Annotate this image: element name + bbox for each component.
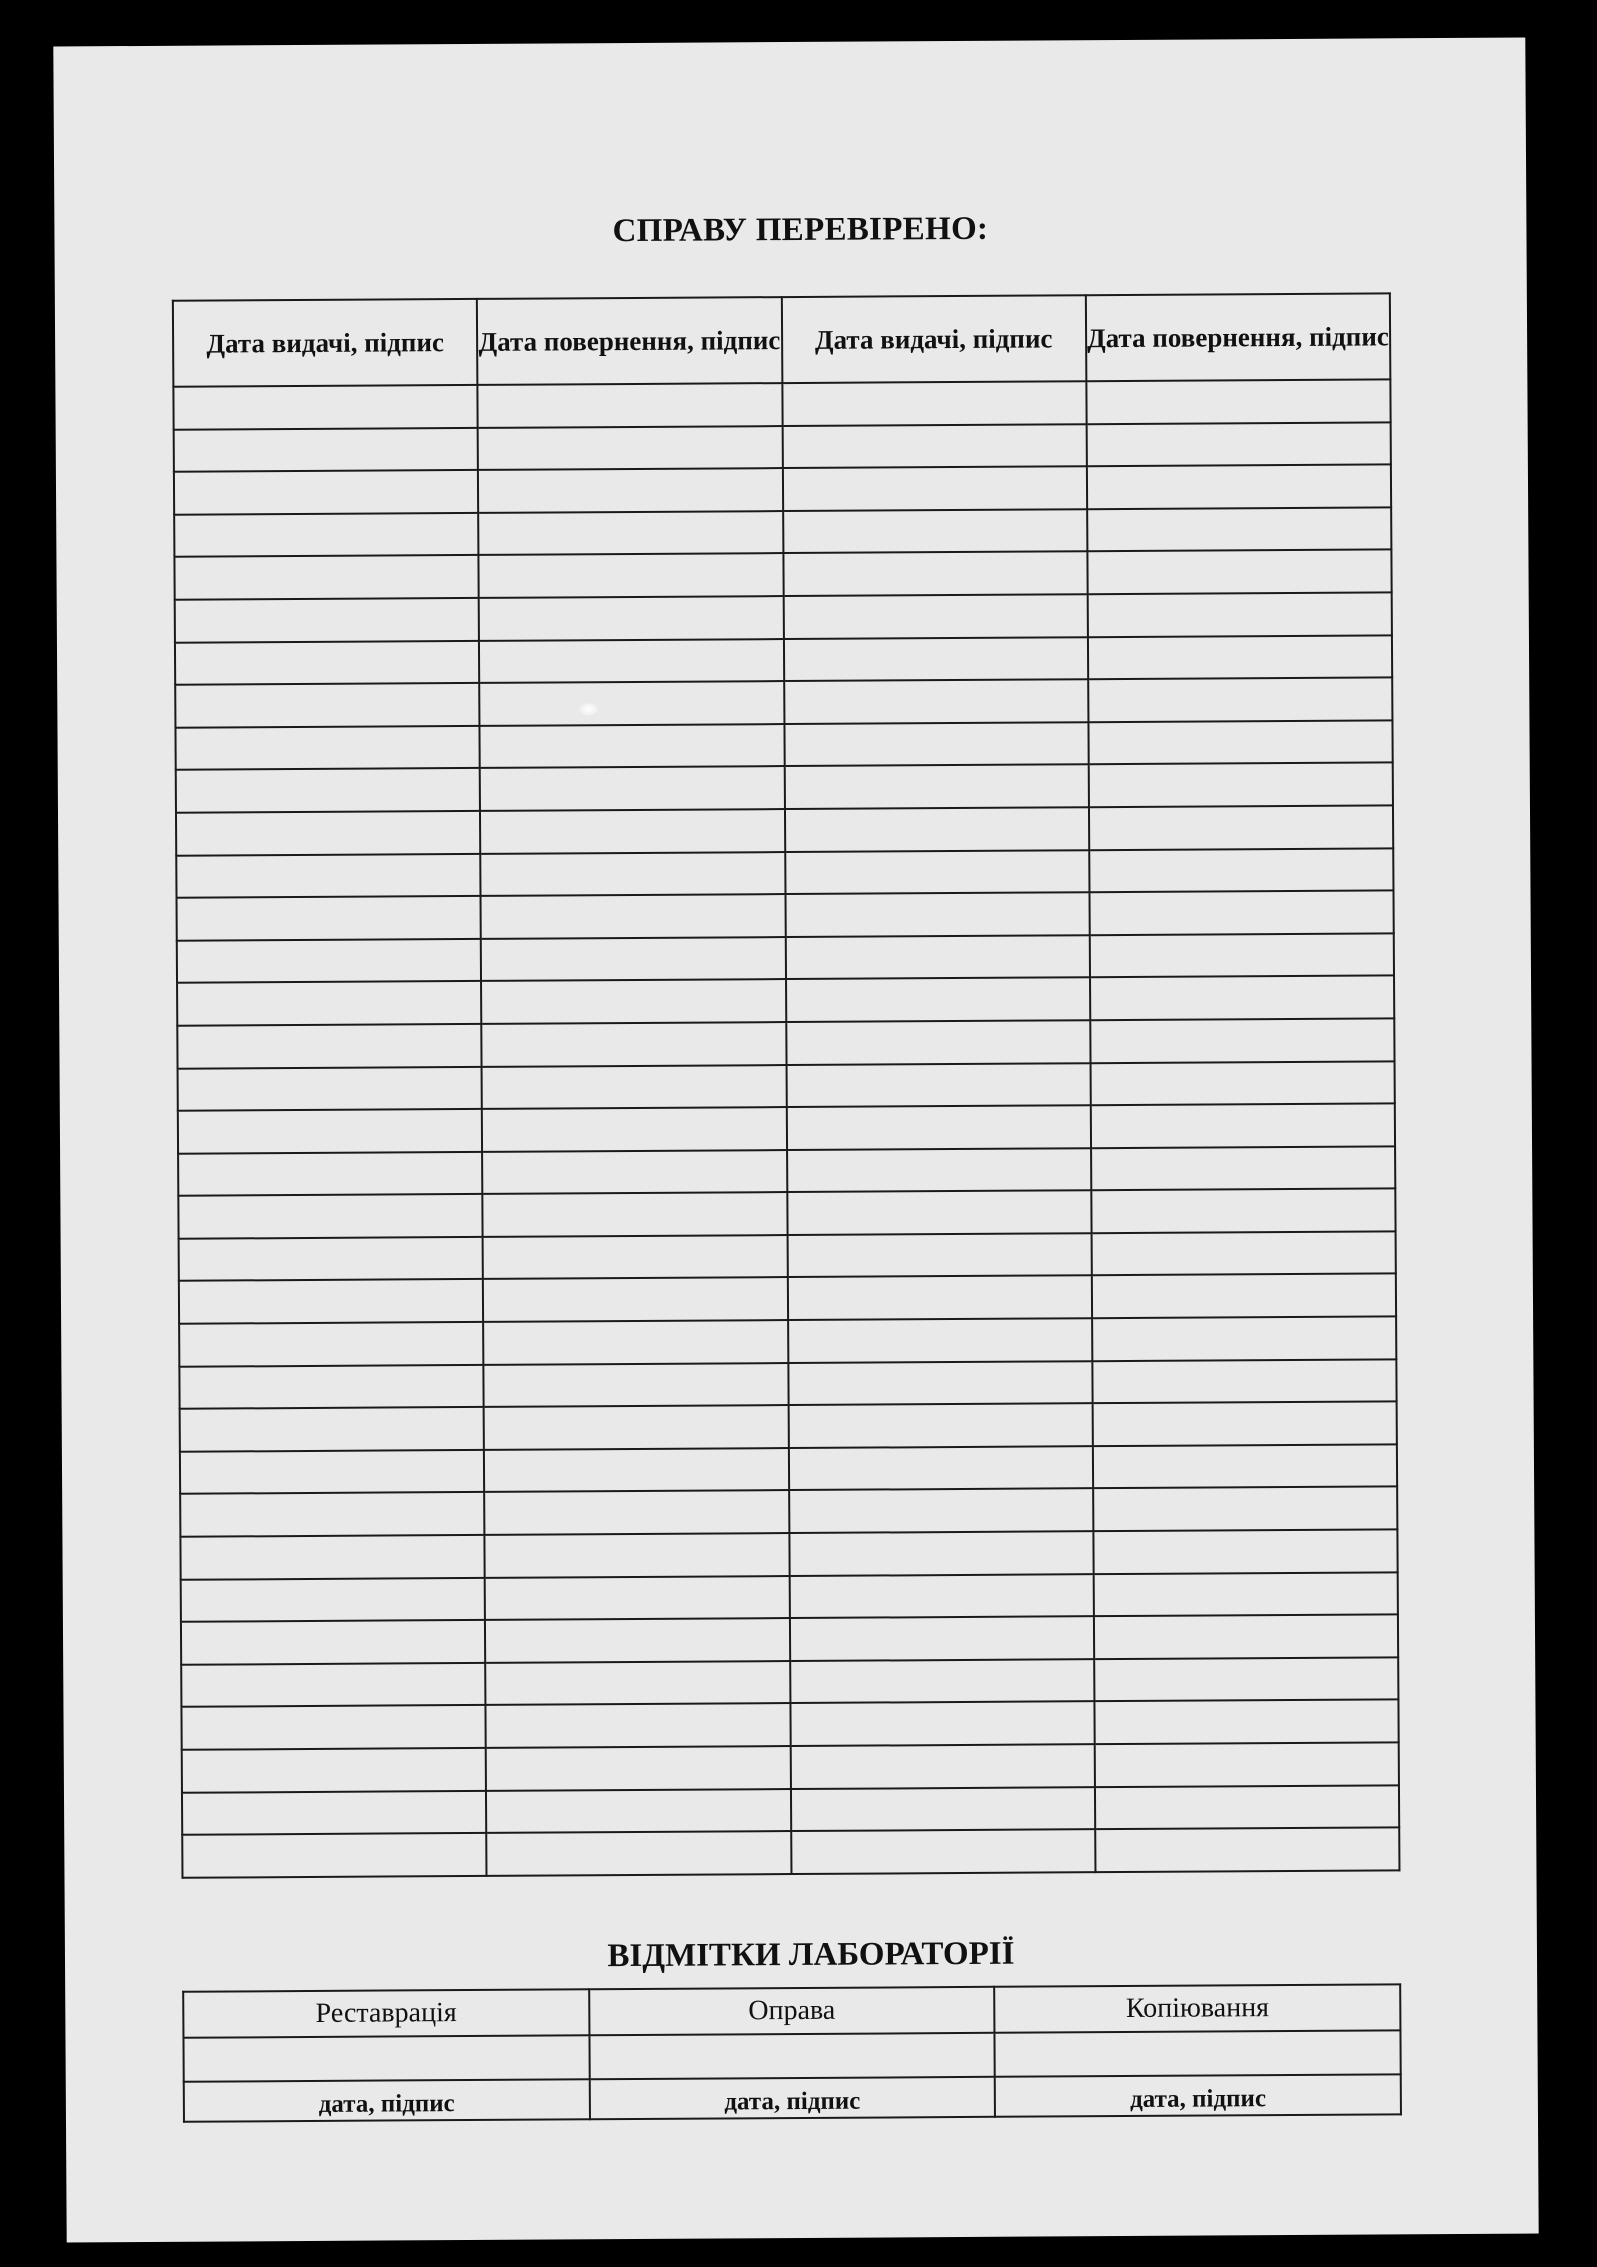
table-row (175, 635, 1392, 685)
form-page (53, 38, 1538, 2243)
table-cell (1091, 1146, 1396, 1190)
table-cell (1091, 1103, 1396, 1147)
lab-marks-table (182, 1983, 1402, 2122)
table-cell (176, 768, 481, 812)
table-cell (787, 1190, 1092, 1234)
table-cell (786, 1020, 1091, 1064)
table-cell (1090, 976, 1395, 1020)
table-cell (788, 1318, 1093, 1362)
lab-cell (183, 2035, 589, 2081)
table-cell (480, 724, 785, 768)
table-cell (1086, 422, 1391, 466)
table-cell (486, 1746, 791, 1790)
table-cell (481, 937, 786, 981)
table-cell (1090, 1018, 1395, 1062)
table-cell (1088, 763, 1393, 807)
table-row (175, 720, 1392, 770)
page-title: СПРАВУ ПЕРЕВІРЕНО: (612, 210, 989, 250)
table-cell (179, 1365, 484, 1409)
table-cell (482, 1022, 787, 1066)
table-cell (790, 1744, 1095, 1788)
table-row (182, 1828, 1399, 1878)
lab-header-row (183, 1984, 1400, 2037)
table-cell (1093, 1572, 1398, 1616)
table-row (174, 422, 1391, 472)
table-cell (175, 640, 480, 684)
table-row (174, 507, 1391, 557)
table-row (177, 890, 1394, 940)
table-cell (1087, 592, 1392, 636)
table-cell (180, 1492, 485, 1536)
table-row (176, 763, 1393, 813)
table-cell (1092, 1402, 1397, 1446)
table-cell (1088, 635, 1393, 679)
table-cell (182, 1833, 487, 1877)
lab-signature-label: дата, підпис (995, 2074, 1401, 2116)
table-cell (785, 892, 1090, 936)
table-cell (1092, 1274, 1397, 1318)
table-cell (1095, 1785, 1400, 1829)
table-cell (782, 424, 1087, 468)
lab-column-copying: Копіювання (994, 1984, 1400, 2032)
table-cell (1093, 1529, 1398, 1573)
table-row (173, 379, 1390, 429)
table-row (178, 1103, 1395, 1153)
table-row (180, 1487, 1397, 1537)
table-cell (790, 1787, 1095, 1831)
lab-column-binding: Оправа (589, 1987, 995, 2035)
column-header-issue-date: Дата видачі, підпис (781, 295, 1086, 383)
table-cell (790, 1702, 1095, 1746)
table-cell (483, 1320, 788, 1364)
table-cell (480, 809, 785, 853)
table-cell (784, 679, 1089, 723)
table-cell (182, 1790, 487, 1834)
table-cell (486, 1789, 791, 1833)
table-cell (783, 552, 1088, 596)
table-cell (177, 896, 482, 940)
table-cell (1090, 1061, 1395, 1105)
table-cell (182, 1748, 487, 1792)
table-cell (176, 853, 481, 897)
table-cell (783, 637, 1088, 681)
table-row (181, 1615, 1398, 1665)
table-cell (482, 1065, 787, 1109)
table-cell (484, 1405, 789, 1449)
table-cell (179, 1237, 484, 1281)
lab-blank-row (183, 2030, 1400, 2081)
table-cell (177, 981, 482, 1025)
table-cell (179, 1322, 484, 1366)
table-cell (783, 594, 1088, 638)
table-cell (178, 1109, 483, 1153)
table-cell (482, 1150, 787, 1194)
table-cell (789, 1531, 1094, 1575)
lab-signature-label: дата, підпис (589, 2077, 995, 2119)
table-cell (181, 1663, 486, 1707)
table-cell (1088, 678, 1393, 722)
table-row (180, 1444, 1397, 1494)
table-header-row (173, 293, 1391, 386)
table-cell (479, 553, 784, 597)
table-cell (789, 1616, 1094, 1660)
table-cell (1093, 1444, 1398, 1488)
table-cell (1088, 720, 1393, 764)
table-cell (1094, 1742, 1399, 1786)
table-cell (178, 1152, 483, 1196)
table-cell (788, 1361, 1093, 1405)
lab-column-restoration: Реставрація (183, 1989, 589, 2037)
table-row (182, 1785, 1399, 1835)
table-cell (1087, 550, 1392, 594)
table-cell (787, 1233, 1092, 1277)
table-cell (480, 766, 785, 810)
table-row (174, 465, 1391, 515)
table-row (179, 1316, 1396, 1366)
table-cell (174, 555, 479, 599)
table-cell (1095, 1828, 1400, 1872)
table-row (180, 1402, 1397, 1452)
table-cell (181, 1705, 486, 1749)
table-row (182, 1742, 1399, 1792)
table-cell (1094, 1700, 1399, 1744)
table-cell (790, 1659, 1095, 1703)
table-cell (180, 1535, 485, 1579)
table-cell (485, 1576, 790, 1620)
table-cell (1092, 1359, 1397, 1403)
table-row (178, 1146, 1395, 1196)
table-cell (486, 1831, 791, 1875)
table-cell (783, 509, 1088, 553)
table-cell (484, 1363, 789, 1407)
table-cell (785, 935, 1090, 979)
table-cell (1094, 1657, 1399, 1701)
table-row (175, 678, 1392, 728)
lab-section-title: ВІДМІТКИ ЛАБОРАТОРІЇ (607, 1935, 1015, 1975)
table-cell (483, 1192, 788, 1236)
table-cell (791, 1829, 1096, 1873)
lab-cell (995, 2030, 1401, 2076)
table-cell (784, 722, 1089, 766)
table-cell (785, 850, 1090, 894)
table-cell (478, 426, 783, 470)
table-row (179, 1359, 1396, 1409)
table-cell (478, 468, 783, 512)
table-cell (481, 979, 786, 1023)
table-body (173, 379, 1399, 1877)
table-cell (176, 811, 481, 855)
table-cell (175, 726, 480, 770)
table-cell (180, 1407, 485, 1451)
table-cell (1087, 507, 1392, 551)
table-cell (482, 1107, 787, 1151)
table-cell (1092, 1316, 1397, 1360)
table-row (175, 592, 1392, 642)
table-cell (174, 513, 479, 557)
column-header-return-date: Дата повернення, підпис (477, 297, 782, 385)
table-row (179, 1231, 1396, 1281)
table-cell (180, 1450, 485, 1494)
issue-return-table (172, 292, 1401, 1878)
table-cell (181, 1578, 486, 1622)
table-cell (178, 1194, 483, 1238)
lab-signature-row (184, 2074, 1401, 2121)
table-cell (478, 383, 783, 427)
table-row (181, 1700, 1398, 1750)
table-cell (479, 639, 784, 683)
table-cell (788, 1403, 1093, 1447)
table-cell (1087, 465, 1392, 509)
table-cell (178, 1066, 483, 1110)
table-cell (1093, 1487, 1398, 1531)
lab-signature-label: дата, підпис (184, 2079, 590, 2121)
table-cell (175, 598, 480, 642)
table-cell (788, 1446, 1093, 1490)
table-cell (784, 807, 1089, 851)
table-cell (479, 681, 784, 725)
scan-smudge (579, 703, 597, 715)
table-cell (483, 1235, 788, 1279)
lab-cell (589, 2033, 995, 2079)
table-cell (786, 1063, 1091, 1107)
table-cell (174, 470, 479, 514)
table-cell (485, 1661, 790, 1705)
table-cell (1090, 933, 1395, 977)
table-row (177, 976, 1394, 1026)
table-cell (1094, 1615, 1399, 1659)
table-cell (480, 852, 785, 896)
table-cell (177, 939, 482, 983)
table-cell (1091, 1189, 1396, 1233)
table-cell (484, 1490, 789, 1534)
table-row (176, 805, 1393, 855)
table-row (177, 933, 1394, 983)
table-cell (1089, 805, 1394, 849)
column-header-issue-date: Дата видачі, підпис (173, 299, 478, 387)
table-cell (484, 1448, 789, 1492)
table-cell (177, 1024, 482, 1068)
table-row (181, 1657, 1398, 1707)
table-row (174, 550, 1391, 600)
table-cell (479, 596, 784, 640)
table-cell (1091, 1231, 1396, 1275)
table-cell (787, 1276, 1092, 1320)
table-row (177, 1018, 1394, 1068)
table-cell (784, 765, 1089, 809)
table-cell (483, 1278, 788, 1322)
table-cell (486, 1703, 791, 1747)
table-cell (787, 1148, 1092, 1192)
table-row (178, 1061, 1395, 1111)
table-cell (789, 1574, 1094, 1618)
table-cell (485, 1618, 790, 1662)
table-cell (179, 1279, 484, 1323)
table-cell (782, 466, 1087, 510)
table-cell (485, 1533, 790, 1577)
table-row (176, 848, 1393, 898)
table-row (179, 1274, 1396, 1324)
table-cell (174, 428, 479, 472)
table-row (181, 1572, 1398, 1622)
table-cell (789, 1489, 1094, 1533)
table-cell (175, 683, 480, 727)
table-cell (481, 894, 786, 938)
table-cell (786, 1105, 1091, 1149)
table-cell (1086, 379, 1391, 423)
table-cell (181, 1620, 486, 1664)
column-header-return-date: Дата повернення, підпис (1086, 293, 1391, 381)
table-cell (173, 385, 478, 429)
table-cell (478, 511, 783, 555)
table-cell (786, 978, 1091, 1022)
table-cell (782, 381, 1087, 425)
table-cell (1089, 848, 1394, 892)
table-row (178, 1189, 1395, 1239)
table-cell (1089, 890, 1394, 934)
table-row (180, 1529, 1397, 1579)
